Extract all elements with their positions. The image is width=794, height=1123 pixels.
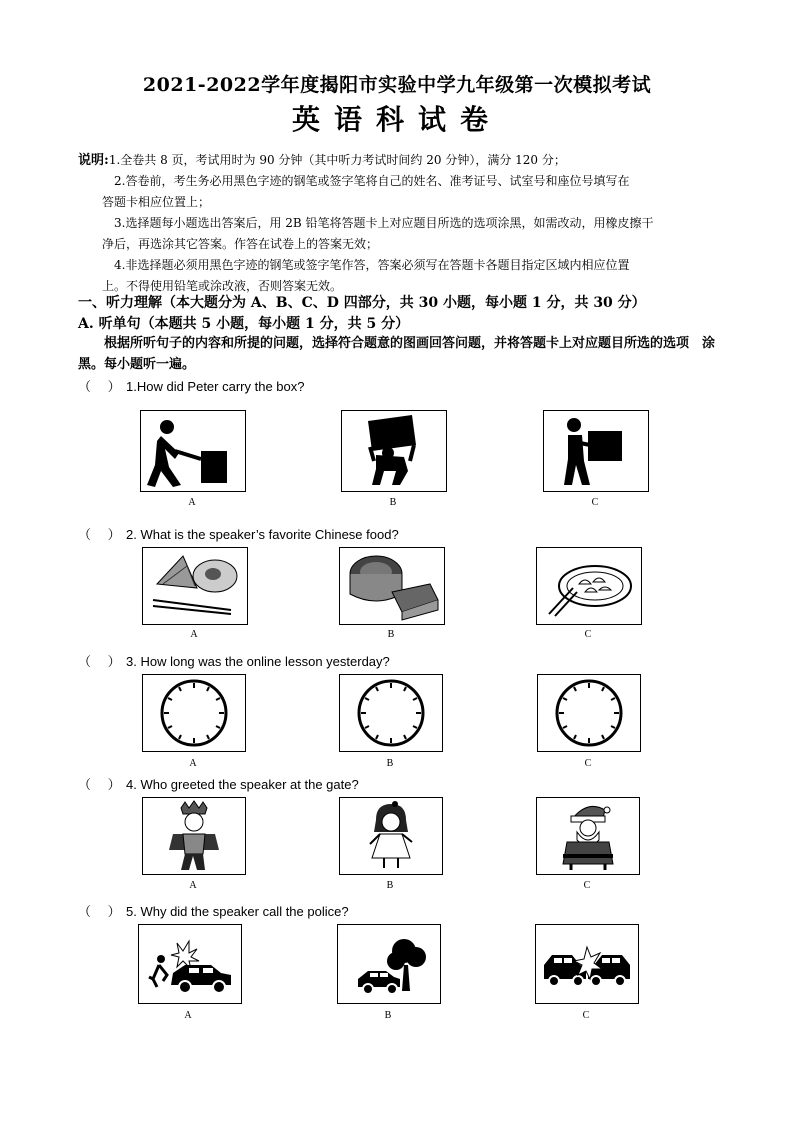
- car-hit-tree-icon: [338, 925, 440, 1003]
- option-label-b: B: [384, 1010, 392, 1021]
- person-holding-box-icon: [544, 411, 648, 491]
- option-label-b: B: [386, 880, 394, 891]
- question-text: 1.How did Peter carry the box?: [126, 379, 305, 394]
- mooncake-icon: [340, 548, 444, 624]
- option-label-a: A: [184, 1010, 192, 1021]
- question-4: [78, 774, 359, 793]
- option-label-a: A: [190, 629, 198, 640]
- option-label-c: C: [582, 1010, 590, 1021]
- santa-claus-icon: [537, 798, 639, 874]
- exam-title: 2021-2022学年度揭阳市实验中学九年级第一次模拟考试: [142, 74, 652, 96]
- note-item: 2.答卷前，考生务必用黑色字迹的钢笔或签字笔将自己的姓名、准考证号、试室号和座位号填写在: [114, 174, 630, 188]
- clock-icon: [538, 675, 640, 751]
- subject-title: 英语科试卷: [291, 103, 502, 136]
- q1-option-c-picture[interactable]: [543, 410, 649, 492]
- q4-option-a-picture[interactable]: [142, 797, 246, 875]
- question-text: 2. What is the speaker’s favorite Chinese food?: [126, 527, 399, 542]
- person-carrying-box-on-head-icon: [342, 411, 446, 491]
- part-a-heading: A. 听单句（本题共 5 小题，每小题 1 分，共 5 分）: [78, 316, 410, 332]
- car-hit-person-icon: [139, 925, 241, 1003]
- answer-paren[interactable]: （ ）: [78, 379, 121, 394]
- question-text: 5. Why did the speaker call the police?: [126, 904, 349, 919]
- girl-icon: [340, 798, 442, 874]
- option-label-a: A: [189, 758, 197, 769]
- q5-option-c-picture[interactable]: [535, 924, 639, 1004]
- answer-paren[interactable]: （ ）: [78, 654, 121, 669]
- q2-option-c-picture[interactable]: [536, 547, 642, 625]
- question-text: 3. How long was the online lesson yesterday?: [126, 654, 390, 669]
- question-2: [78, 524, 399, 543]
- section-heading: 一、听力理解（本大题分为 A、B、C、D 四部分，共 30 小题，每小题 1 分，共 30 分）: [78, 295, 646, 311]
- q3-option-b-picture[interactable]: [339, 674, 443, 752]
- option-label-b: B: [389, 497, 397, 508]
- q1-option-b-picture[interactable]: [341, 410, 447, 492]
- option-label-c: C: [591, 497, 599, 508]
- part-a-instruction: 根据所听句子的内容和所提的问题，选择符合题意的图画回答问题，并将答题卡上对应题目所选的选项 涂黑。每小题听一遍。: [78, 336, 716, 372]
- option-label-b: B: [387, 629, 395, 640]
- option-label-c: C: [584, 758, 592, 769]
- q3-option-c-picture[interactable]: [537, 674, 641, 752]
- q5-option-a-picture[interactable]: [138, 924, 242, 1004]
- q2-option-a-picture[interactable]: [142, 547, 248, 625]
- clock-icon: [340, 675, 442, 751]
- q1-option-a-picture[interactable]: [140, 410, 246, 492]
- clock-icon: [143, 675, 245, 751]
- option-label-a: A: [188, 497, 196, 508]
- note-item: 4.非选择题必须用黑色字迹的钢笔或签字笔作答，答案必须写在答题卡各题目指定区域内相应位置: [114, 258, 630, 272]
- answer-paren[interactable]: （ ）: [78, 777, 121, 792]
- prince-icon: [143, 798, 245, 874]
- q3-option-a-picture[interactable]: [142, 674, 246, 752]
- question-text: 4. Who greeted the speaker at the gate?: [126, 777, 359, 792]
- q4-option-c-picture[interactable]: [536, 797, 640, 875]
- exam-instructions: [78, 150, 738, 297]
- person-pushing-box-icon: [141, 411, 245, 491]
- question-1: [78, 376, 304, 395]
- option-label-a: A: [189, 880, 197, 891]
- notes-label: 说明:: [78, 153, 109, 168]
- note-item: 3.选择题每小题选出答案后，用 2B 铅笔将答题卡上对应题目所选的选项涂黑，如需改动，用橡皮擦干: [114, 216, 654, 230]
- question-3: [78, 651, 390, 670]
- option-label-c: C: [584, 629, 592, 640]
- dumplings-plate-icon: [537, 548, 641, 624]
- note-item: 净后，再选涂其它答案。作答在试卷上的答案无效；: [102, 237, 379, 251]
- zongzi-icon: [143, 548, 247, 624]
- note-item: 上。不得使用铅笔或涂改液，否则答案无效。: [102, 279, 343, 293]
- q2-option-b-picture[interactable]: [339, 547, 445, 625]
- answer-paren[interactable]: （ ）: [78, 904, 121, 919]
- option-label-c: C: [583, 880, 591, 891]
- q5-option-b-picture[interactable]: [337, 924, 441, 1004]
- question-5: [78, 901, 349, 920]
- answer-paren[interactable]: （ ）: [78, 527, 121, 542]
- note-item: 答题卡相应位置上；: [102, 195, 211, 209]
- q4-option-b-picture[interactable]: [339, 797, 443, 875]
- option-label-b: B: [386, 758, 394, 769]
- cars-crash-icon: [536, 925, 638, 1003]
- note-item: 1.全卷共 8 页，考试用时为 90 分钟（其中听力考试时间约 20 分钟），满分 120 分；: [108, 153, 566, 167]
